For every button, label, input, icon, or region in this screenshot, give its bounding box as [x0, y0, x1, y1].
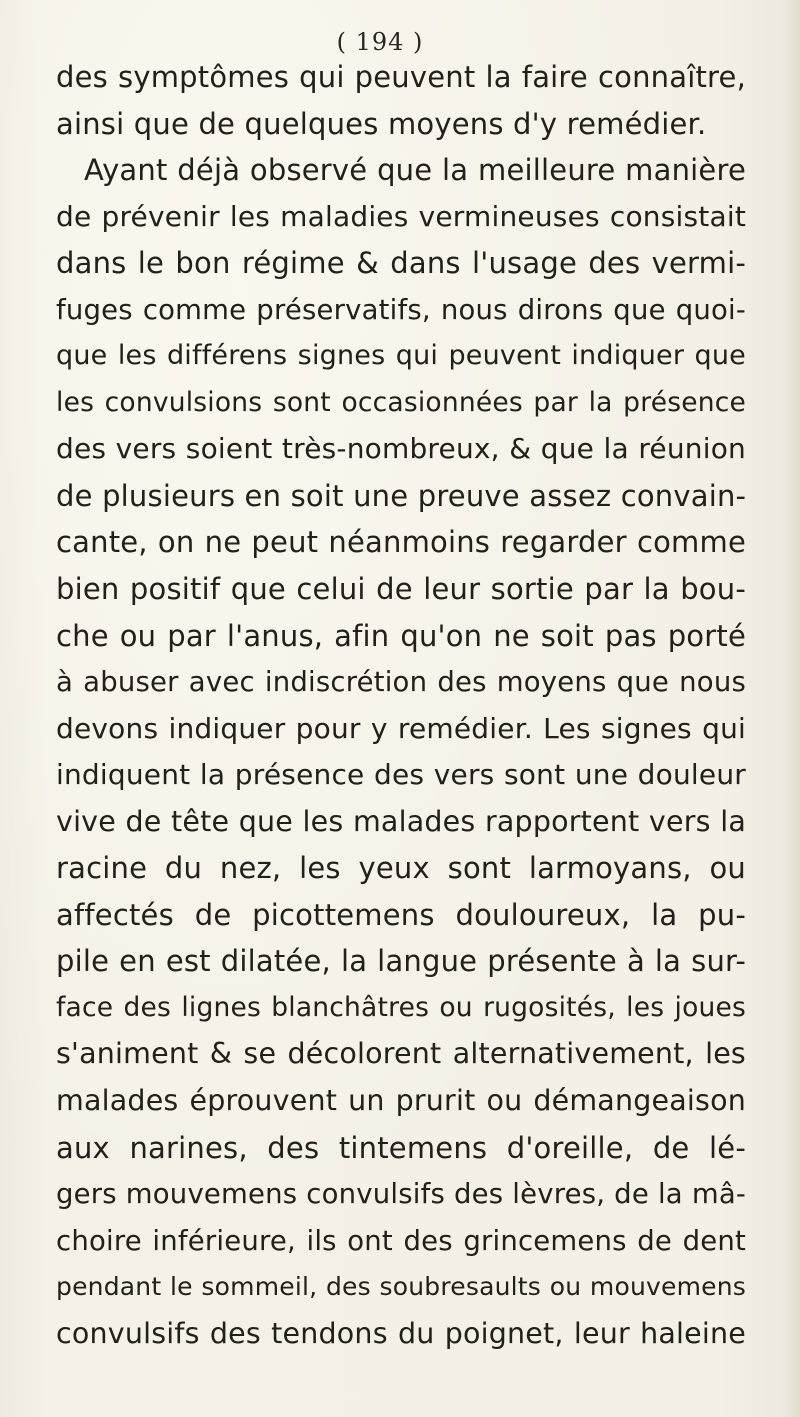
text-line: convulsifs des tendons du poignet, leur haleine	[56, 1316, 746, 1350]
text-line: pendant le sommeil, des soubresaults ou mouvemens	[56, 1272, 746, 1302]
text-line: aux narines, des tintemens d'oreille, de lé-	[56, 1130, 746, 1165]
text-line: vive de tête que les malades rapportent vers la	[56, 804, 746, 838]
text-line: devons indiquer pour y remédier. Les signes qui	[56, 711, 746, 745]
text-line: ainsi que de quelques moyens d'y remédier.	[56, 106, 707, 141]
page-number: ( 194 )	[336, 28, 424, 56]
text-line: Ayant déjà observé que la meilleure manière	[84, 153, 746, 188]
text-line: fuges comme préservatifs, nous dirons que quoi-	[56, 293, 746, 326]
text-line: dans le bon régime & dans l'usage des vermi-	[56, 246, 746, 281]
text-line: che ou par l'anus, afin qu'on ne soit pas porté	[56, 618, 746, 653]
text-line: indiquent la présence des vers sont une douleur	[56, 758, 746, 792]
body-text	[56, 54, 746, 1357]
text-line: face des lignes blanchâtres ou rugosités, les joues	[56, 991, 746, 1023]
text-line: des vers soient très-nombreux, & que la réunion	[56, 432, 746, 466]
text-line: pile en est dilatée, la langue présente à la sur-	[56, 944, 746, 979]
text-line: des symptômes qui peuvent la faire connaître,	[56, 60, 746, 94]
text-line: affectés de picottemens douloureux, la pu-	[56, 897, 746, 932]
page-edge-shadow	[786, 0, 800, 1417]
text-line: que les différens signes qui peuvent indiquer que	[56, 340, 746, 372]
text-line: de prévenir les maladies vermineuses consistait	[56, 199, 746, 233]
text-line: malades éprouvent un prurit ou démangeaison	[56, 1084, 746, 1118]
text-line: les convulsions sont occasionnées par la présence	[56, 386, 746, 418]
text-line: à abuser avec indiscrétion des moyens que nous	[56, 666, 746, 699]
text-line: de plusieurs en soit une preuve assez convain-	[56, 478, 746, 513]
text-line: bien positif que celui de leur sortie par la bou-	[56, 572, 746, 607]
text-line: s'animent & se décolorent alternativement, les	[56, 1037, 746, 1071]
text-line: choire inférieure, ils ont des grincemens de dent	[56, 1224, 746, 1257]
text-line: gers mouvemens convulsifs des lèvres, de la mâ-	[56, 1178, 746, 1211]
text-line: racine du nez, les yeux sont larmoyans, ou	[56, 851, 746, 886]
text-line: cante, on ne peut néanmoins regarder comme	[56, 525, 746, 560]
